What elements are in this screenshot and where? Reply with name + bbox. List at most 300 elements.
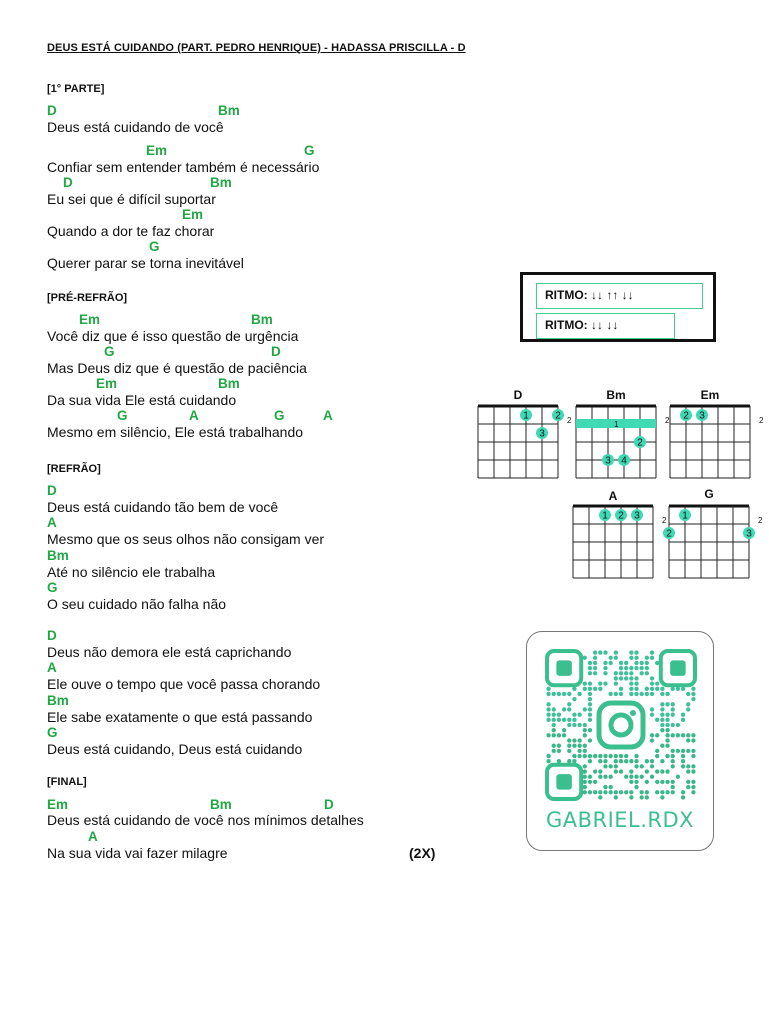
chord-diagram-name: Em [700, 388, 720, 402]
qr-module [655, 754, 659, 758]
chord-label: G [117, 408, 128, 423]
qr-module [660, 795, 664, 799]
qr-module [603, 666, 607, 670]
qr-module [640, 661, 644, 665]
qr-module [583, 681, 587, 685]
qr-module [552, 723, 556, 727]
qr-module [624, 666, 628, 670]
qr-module [572, 687, 576, 691]
qr-module [546, 718, 550, 722]
qr-module [671, 790, 675, 794]
qr-module [598, 681, 602, 685]
qr-module [681, 733, 685, 737]
qr-module [671, 759, 675, 763]
qr-module [634, 692, 638, 696]
qr-module [681, 795, 685, 799]
qr-module [655, 687, 659, 691]
qr-module [650, 764, 654, 768]
chord-label: Em [47, 797, 69, 812]
qr-module [583, 733, 587, 737]
qr-module [650, 738, 654, 742]
fret-number: 2 [665, 416, 670, 425]
qr-module [655, 790, 659, 794]
qr-module [640, 671, 644, 675]
lyric-line: Eu sei que é difícil suportar [47, 191, 216, 207]
qr-module [588, 780, 592, 784]
qr-module [583, 764, 587, 768]
chord-diagram-d [477, 405, 577, 483]
qr-module [671, 749, 675, 753]
qr-module [624, 676, 628, 680]
qr-module [681, 687, 685, 691]
qr-module [567, 759, 571, 763]
qr-module [608, 692, 612, 696]
chord-diagram-name: G [704, 487, 714, 501]
qr-module [645, 661, 649, 665]
qr-module [588, 671, 592, 675]
qr-module [634, 764, 638, 768]
qr-module [593, 769, 597, 773]
section-header-final: [FINAL] [47, 776, 87, 788]
qr-module [629, 650, 633, 654]
qr-module [588, 718, 592, 722]
qr-module [572, 723, 576, 727]
qr-module [650, 759, 654, 763]
chord-label: Bm [210, 797, 232, 812]
qr-module [634, 687, 638, 691]
qr-module [691, 697, 695, 701]
qr-module [660, 712, 664, 716]
chord-label: G [104, 344, 115, 359]
qr-module [614, 795, 618, 799]
chord-label: D [271, 344, 281, 359]
chord-label: D [47, 628, 57, 643]
instagram-qr-card [526, 631, 714, 851]
chord-diagram-name: Bm [606, 388, 626, 402]
qr-module [634, 661, 638, 665]
chord-label: A [47, 660, 57, 675]
qr-module [583, 656, 587, 660]
qr-module [583, 744, 587, 748]
chord-label: A [47, 515, 57, 530]
qr-module [552, 728, 556, 732]
qr-module [634, 775, 638, 779]
lyric-line: Da sua vida Ele está cuidando [47, 392, 237, 408]
qr-module [552, 718, 556, 722]
qr-module [634, 780, 638, 784]
qr-module [691, 785, 695, 789]
qr-module [583, 775, 587, 779]
qr-module [686, 769, 690, 773]
qr-module [681, 712, 685, 716]
qr-module [660, 687, 664, 691]
lyric-line: Até no silêncio ele trabalha [47, 564, 216, 580]
finger-number: 3 [605, 455, 611, 467]
chord-label: G [304, 143, 315, 158]
qr-module [645, 780, 649, 784]
finger-number: 1 [602, 510, 608, 522]
qr-module [619, 676, 623, 680]
qr-module [598, 769, 602, 773]
qr-module [577, 692, 581, 696]
qr-module [588, 790, 592, 794]
chord-diagram-name: A [608, 489, 618, 503]
qr-module [686, 785, 690, 789]
qr-module [676, 687, 680, 691]
chord-label: Bm [47, 693, 69, 708]
qr-module [567, 738, 571, 742]
qr-module [655, 718, 659, 722]
qr-module [629, 769, 633, 773]
qr-module [588, 775, 592, 779]
qr-module [665, 702, 669, 706]
qr-module [593, 671, 597, 675]
qr-module [671, 702, 675, 706]
qr-module [577, 749, 581, 753]
qr-module [598, 754, 602, 758]
qr-module [614, 764, 618, 768]
qr-module [665, 790, 669, 794]
fret-number: 2 [567, 416, 572, 425]
qr-module [629, 681, 633, 685]
finger-number: 2 [618, 510, 624, 522]
qr-module [645, 656, 649, 660]
qr-module [567, 707, 571, 711]
qr-module [588, 738, 592, 742]
qr-module [588, 712, 592, 716]
qr-module [593, 790, 597, 794]
qr-module [691, 764, 695, 768]
qr-module [624, 671, 628, 675]
lyric-line: Deus está cuidando de você nos mínimos detalhes [47, 812, 364, 828]
qr-module [691, 790, 695, 794]
qr-module [660, 759, 664, 763]
qr-module [671, 687, 675, 691]
qr-module [676, 733, 680, 737]
qr-module [665, 723, 669, 727]
qr-module [552, 744, 556, 748]
finger-number: 3 [634, 510, 640, 522]
chord-label: A [189, 408, 199, 423]
qr-module [614, 754, 618, 758]
chord-label: D [47, 103, 57, 118]
finger-number: 1 [682, 510, 688, 522]
qr-module [562, 728, 566, 732]
qr-module [665, 780, 669, 784]
qr-module [640, 666, 644, 670]
qr-module [629, 790, 633, 794]
chord-label: Bm [47, 548, 69, 563]
qr-module [588, 681, 592, 685]
chord-label: Bm [218, 103, 240, 118]
finger-number: 2 [637, 437, 643, 449]
qr-module [583, 754, 587, 758]
qr-module [603, 661, 607, 665]
qr-module [619, 671, 623, 675]
qr-module [598, 687, 602, 691]
repeat-marker: (2X) [409, 845, 436, 861]
qr-module [619, 769, 623, 773]
qr-module [614, 681, 618, 685]
qr-module [665, 769, 669, 773]
qr-module [562, 692, 566, 696]
qr-module [583, 687, 587, 691]
qr-module [614, 656, 618, 660]
chord-label: G [47, 580, 58, 595]
qr-module [645, 769, 649, 773]
qr-module [660, 692, 664, 696]
qr-module [567, 702, 571, 706]
qr-module [552, 733, 556, 737]
qr-module [650, 681, 654, 685]
qr-module [588, 707, 592, 711]
chord-label: Em [96, 376, 118, 391]
qr-module [598, 775, 602, 779]
qr-module [577, 738, 581, 742]
qr-module [665, 712, 669, 716]
lyric-line: Ele sabe exatamente o que está passando [47, 709, 313, 725]
section-header-part1: [1° PARTE] [47, 83, 105, 95]
qr-module [650, 733, 654, 737]
qr-module [546, 692, 550, 696]
qr-module [665, 754, 669, 758]
qr-module [660, 728, 664, 732]
fret-number: 2 [758, 516, 763, 525]
qr-module [660, 723, 664, 727]
section-header-chorus: [REFRÃO] [47, 463, 101, 475]
qr-module [650, 692, 654, 696]
qr-module [619, 687, 623, 691]
qr-module [593, 650, 597, 654]
qr-module [619, 790, 623, 794]
qr-module [660, 790, 664, 794]
lyric-line: Mesmo que os seus olhos não consigam ver [47, 531, 325, 547]
qr-module [640, 775, 644, 779]
qr-module [614, 676, 618, 680]
qr-module [577, 712, 581, 716]
qr-module [676, 749, 680, 753]
qr-module [608, 785, 612, 789]
qr-module [593, 754, 597, 758]
qr-module [546, 687, 550, 691]
chord-diagram-name: D [513, 388, 523, 402]
qr-module [645, 692, 649, 696]
qr-module [608, 764, 612, 768]
chord-label: D [324, 797, 334, 812]
qr-module [557, 749, 561, 753]
qr-module [557, 692, 561, 696]
lyric-line: Você diz que é isso questão de urgência [47, 328, 299, 344]
qr-module [629, 676, 633, 680]
finger-number: 3 [539, 428, 545, 440]
qr-module [629, 780, 633, 784]
qr-module [629, 759, 633, 763]
qr-module [588, 702, 592, 706]
qr-module [593, 661, 597, 665]
qr-module [681, 764, 685, 768]
qr-module [552, 712, 556, 716]
qr-module [665, 733, 669, 737]
lyric-line: Deus está cuidando, Deus está cuidando [47, 741, 303, 757]
qr-module [634, 681, 638, 685]
qr-module [567, 718, 571, 722]
finger-number: 2 [683, 410, 689, 422]
qr-module [671, 733, 675, 737]
qr-module [691, 754, 695, 758]
qr-module [640, 692, 644, 696]
qr-module [640, 790, 644, 794]
qr-module [588, 661, 592, 665]
qr-module [624, 790, 628, 794]
qr-module [588, 666, 592, 670]
qr-module [603, 775, 607, 779]
qr-module [629, 671, 633, 675]
qr-module [593, 666, 597, 670]
qr-module [681, 754, 685, 758]
qr-module [598, 650, 602, 654]
qr-module [583, 749, 587, 753]
qr-module [567, 692, 571, 696]
qr-module [634, 650, 638, 654]
qr-module [552, 692, 556, 696]
qr-module [567, 744, 571, 748]
qr-module [686, 702, 690, 706]
qr-module [676, 723, 680, 727]
qr-module [572, 697, 576, 701]
barre-finger: 1 [614, 420, 619, 429]
qr-module [608, 754, 612, 758]
chord-label: Bm [251, 312, 273, 327]
qr-module [603, 759, 607, 763]
qr-module [665, 718, 669, 722]
qr-module [593, 656, 597, 660]
qr-module [614, 671, 618, 675]
qr-module [691, 687, 695, 691]
qr-module [608, 656, 612, 660]
qr-module [546, 707, 550, 711]
qr-module [619, 754, 623, 758]
qr-module [645, 687, 649, 691]
qr-module [681, 749, 685, 753]
qr-module [546, 733, 550, 737]
rhythm-pattern-2: RITMO: ↓↓ ↓↓ [536, 313, 675, 339]
qr-module [691, 733, 695, 737]
qr-module [583, 707, 587, 711]
qr-module [629, 795, 633, 799]
qr-module [614, 769, 618, 773]
qr-module [583, 723, 587, 727]
qr-module [546, 702, 550, 706]
qr-module [603, 754, 607, 758]
qr-module [634, 754, 638, 758]
qr-module [655, 661, 659, 665]
qr-module [671, 707, 675, 711]
fret-number: 2 [662, 516, 667, 525]
qr-module [583, 780, 587, 784]
qr-module [691, 738, 695, 742]
lyric-line: Mesmo em silêncio, Ele está trabalhando [47, 424, 304, 440]
qr-module [552, 749, 556, 753]
lyric-line: Mas Deus diz que é questão de paciência [47, 360, 307, 376]
qr-module [629, 692, 633, 696]
qr-module [681, 790, 685, 794]
chord-diagram-g [668, 505, 768, 583]
qr-module [629, 775, 633, 779]
qr-module [603, 764, 607, 768]
qr-module [650, 676, 654, 680]
qr-module [645, 671, 649, 675]
qr-module [614, 790, 618, 794]
qr-module [691, 749, 695, 753]
qr-module [603, 650, 607, 654]
qr-module [614, 692, 618, 696]
qr-module [650, 650, 654, 654]
qr-module [634, 676, 638, 680]
qr-module [691, 780, 695, 784]
lyric-line: Quando a dor te faz chorar [47, 223, 215, 239]
qr-module [686, 707, 690, 711]
qr-module [660, 744, 664, 748]
qr-module [624, 759, 628, 763]
qr-module [546, 754, 550, 758]
chord-label: D [47, 483, 57, 498]
qr-module [655, 780, 659, 784]
qr-module [634, 759, 638, 763]
qr-module [650, 707, 654, 711]
section-header-prechorus: [PRÉ-REFRÃO] [47, 292, 128, 304]
qr-module [614, 759, 618, 763]
qr-module [640, 764, 644, 768]
chord-label: Bm [210, 175, 232, 190]
qr-module [583, 785, 587, 789]
qr-module [557, 733, 561, 737]
qr-module [614, 650, 618, 654]
qr-module [572, 754, 576, 758]
qr-module [572, 744, 576, 748]
qr-module [577, 744, 581, 748]
qr-module [603, 671, 607, 675]
qr-module [598, 759, 602, 763]
qr-module [665, 738, 669, 742]
qr-module [624, 775, 628, 779]
qr-module [691, 692, 695, 696]
qr-module [552, 707, 556, 711]
qr-module [583, 728, 587, 732]
qr-module [588, 687, 592, 691]
qr-module [624, 754, 628, 758]
qr-module [634, 656, 638, 660]
qr-module [619, 661, 623, 665]
qr-module [583, 790, 587, 794]
qr-module [660, 780, 664, 784]
qr-module [645, 666, 649, 670]
qr-module [629, 666, 633, 670]
finger-number: 2 [555, 410, 561, 422]
chord-diagram-em [669, 405, 769, 483]
qr-module [686, 692, 690, 696]
song-title: DEUS ESTÁ CUIDANDO (PART. PEDRO HENRIQUE) - HADASSA PRISCILLA - D [47, 42, 466, 54]
qr-module [603, 790, 607, 794]
qr-module [686, 780, 690, 784]
qr-module [557, 712, 561, 716]
chord-diagram-bm [575, 405, 675, 483]
chord-label: Em [146, 143, 168, 158]
qr-module [645, 795, 649, 799]
fret-number: 2 [759, 416, 764, 425]
qr-module [640, 795, 644, 799]
chord-label: Em [182, 207, 204, 222]
qr-module [588, 754, 592, 758]
